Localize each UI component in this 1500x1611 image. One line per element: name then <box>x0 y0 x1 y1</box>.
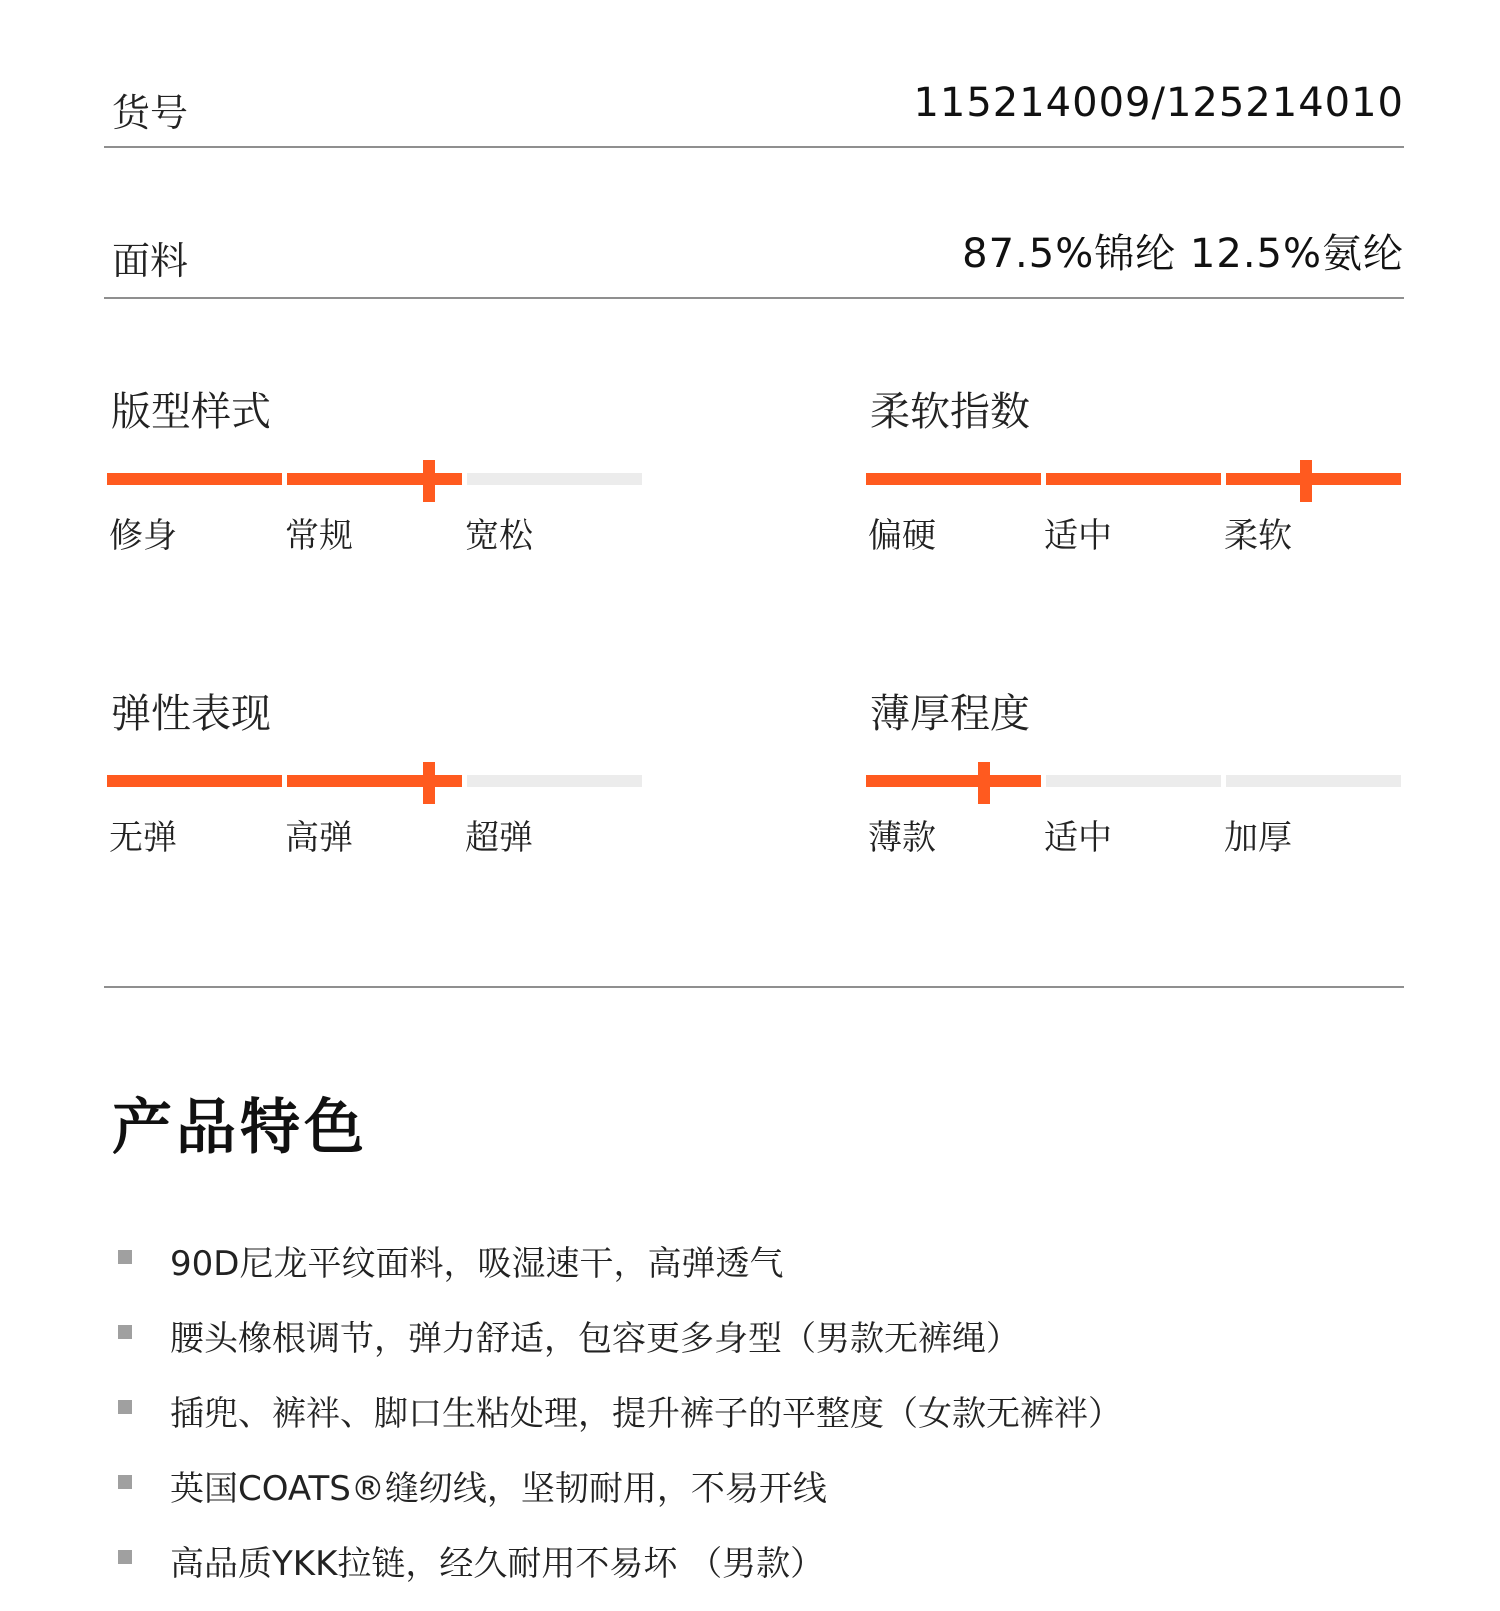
track-segment <box>107 473 282 485</box>
list-item <box>112 1236 1412 1311</box>
list-item <box>112 1386 1412 1461</box>
divider <box>104 297 1404 299</box>
spec-softness <box>866 380 1402 570</box>
features-list <box>112 1236 1412 1611</box>
track-segment <box>1046 473 1221 485</box>
tick-label: 无弹 <box>109 818 177 858</box>
feature-text: 高品质YKK拉链，经久耐用不易坏 （男款） <box>170 1544 825 1584</box>
fabric-row <box>104 222 1404 282</box>
track-segment <box>107 775 282 787</box>
spec-track <box>107 775 643 787</box>
sku-value: 115214009/125214010 <box>913 80 1404 126</box>
feature-text: 英国COATS®缝纫线，坚韧耐用，不易开线 <box>170 1469 827 1509</box>
level-marker <box>423 762 435 804</box>
list-item <box>112 1536 1412 1611</box>
track-segment <box>866 473 1041 485</box>
tick-label: 加厚 <box>1224 818 1292 858</box>
track-segment <box>467 473 642 485</box>
square-bullet-icon <box>118 1400 132 1414</box>
level-marker <box>423 460 435 502</box>
tick-label: 偏硬 <box>868 516 936 556</box>
tick-label: 高弹 <box>285 818 353 858</box>
list-item <box>112 1311 1412 1386</box>
sku-label: 货号 <box>112 91 189 135</box>
track-segment <box>866 775 1041 787</box>
level-marker <box>978 762 990 804</box>
track-segment <box>287 775 462 787</box>
feature-text: 90D尼龙平纹面料，吸湿速干，高弹透气 <box>170 1244 784 1284</box>
track-segment <box>1046 775 1221 787</box>
spec-track <box>866 473 1402 485</box>
spec-title: 版型样式 <box>111 389 271 435</box>
divider <box>104 146 1404 148</box>
square-bullet-icon <box>118 1250 132 1264</box>
tick-label: 适中 <box>1044 818 1112 858</box>
spec-fit <box>107 380 643 570</box>
feature-text: 腰头橡根调节，弹力舒适，包容更多身型（男款无裤绳） <box>170 1319 1020 1359</box>
track-segment <box>1226 775 1401 787</box>
spec-thickness <box>866 682 1402 872</box>
tick-label: 薄款 <box>868 818 936 858</box>
spec-title: 弹性表现 <box>111 691 271 737</box>
spec-track <box>866 775 1402 787</box>
track-segment <box>467 775 642 787</box>
tick-label: 适中 <box>1044 516 1112 556</box>
features-title: 产品特色 <box>112 1093 368 1163</box>
tick-label: 宽松 <box>465 516 533 556</box>
spec-track <box>107 473 643 485</box>
level-marker <box>1300 460 1312 502</box>
spec-title: 薄厚程度 <box>870 691 1030 737</box>
divider <box>104 986 1404 988</box>
spec-title: 柔软指数 <box>870 389 1030 435</box>
fabric-label: 面料 <box>112 239 189 283</box>
square-bullet-icon <box>118 1550 132 1564</box>
feature-text: 插兜、裤袢、脚口生粘处理，提升裤子的平整度（女款无裤袢） <box>170 1394 1122 1434</box>
tick-label: 超弹 <box>465 818 533 858</box>
spec-elasticity <box>107 682 643 872</box>
tick-label: 柔软 <box>1224 516 1292 556</box>
tick-label: 常规 <box>285 516 353 556</box>
square-bullet-icon <box>118 1325 132 1339</box>
track-segment <box>1226 473 1401 485</box>
list-item <box>112 1461 1412 1536</box>
fabric-value: 87.5%锦纶 12.5%氨纶 <box>962 231 1404 277</box>
sku-row <box>104 80 1404 136</box>
square-bullet-icon <box>118 1475 132 1489</box>
tick-label: 修身 <box>109 516 177 556</box>
track-segment <box>287 473 462 485</box>
